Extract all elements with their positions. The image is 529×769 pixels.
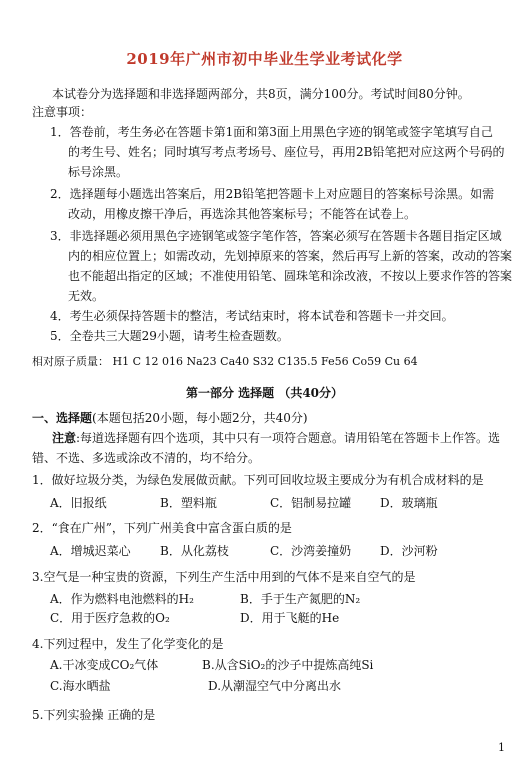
question-3-option-c: C．用于医疗急救的O₂ [50, 611, 170, 625]
part1-heading-rest: (本题包括20小题，每小题2分，共40分) [92, 411, 308, 425]
section-title: 第一部分 选择题 （共40分） [185, 386, 344, 400]
note-3-line-2: 内的相应位置上；如需改动，先划掉原来的答案，然后再写上新的答案，改动的答案 [68, 249, 513, 263]
question-3-option-b: B．手于生产氮肥的N₂ [240, 592, 361, 606]
question-2-option-b: B．从化荔枝 [160, 544, 229, 558]
question-4-option-a: A.干冰变成CO₂气体 [50, 658, 159, 672]
page-title: 2019年广州市初中毕业生学业考试化学 [126, 50, 403, 68]
question-1-option-b: B．塑料瓶 [160, 496, 217, 510]
part1-heading [32, 410, 308, 426]
part1-note [52, 430, 500, 446]
page-number: 1 [498, 741, 505, 754]
question-3-options-row-2 [50, 609, 410, 626]
question-2-option-d: D．沙河粉 [380, 544, 438, 558]
question-4-stem: 4.下列过程中，发生了化学变化的是 [32, 637, 224, 651]
part1-heading-bold: 一、选择题 [32, 411, 93, 425]
note-2-line-1: 2．选择题每小题选出答案后，用2B铅笔把答题卡上对应题目的答案标号涂黑。如需 [50, 187, 495, 201]
intro-text: 本试卷分为选择题和非选择题两部分，共8页，满分100分。考试时间80分钟。 [52, 87, 470, 101]
question-3-options-row-1 [50, 590, 410, 607]
question-2-options [50, 542, 490, 559]
note-1-line-2: 的考生号、姓名；同时填写考点考场号、座位号，再用2B铅笔把对应这两个号码的 [68, 145, 505, 159]
question-2-stem: 2．“食在广州”，下列广州美食中富含蛋白质的是 [32, 521, 292, 535]
question-1-option-a: A．旧报纸 [50, 496, 107, 510]
question-1-options [50, 494, 490, 511]
note-2-line-2: 改动，用橡皮擦干净后，再选涂其他答案标号；不能答在试卷上。 [68, 207, 417, 221]
note-5: 5．全卷共三大题29小题，请考生检查题数。 [50, 329, 289, 343]
question-3-stem: 3.空气是一种宝贵的资源，下列生产生活中用到的气体不是来自空气的是 [32, 570, 416, 584]
part1-note-line2: 错、不选、多选或涂改不清的，均不给分。 [32, 451, 261, 465]
question-4-option-b: B.从含SiO₂的沙子中提炼高纯Si [202, 658, 374, 672]
question-5-stem: 5.下列实验操 正确的是 [32, 708, 156, 722]
question-4-option-c: C.海水晒盐 [50, 679, 111, 693]
question-3-option-a: A．作为燃料电池燃料的H₂ [50, 592, 194, 606]
note-3-line-3: 也不能超出指定的区域；不准使用铅笔、圆珠笔和涂改液，不按以上要求作答的答案 [68, 269, 513, 283]
question-4-option-d: D.从潮湿空气中分离出水 [208, 679, 342, 693]
question-1-option-d: D．玻璃瓶 [380, 496, 438, 510]
notes-heading: 注意事项： [32, 105, 93, 119]
note-3-line-1: 3．非选择题必须用黑色字迹钢笔或签字笔作答，答案必须写在答题卡各题目指定区域 [50, 229, 502, 243]
note-1-line-3: 标号涂黑。 [68, 165, 129, 179]
question-4-options-row-1 [50, 656, 432, 673]
question-1-option-c: C．铝制易拉罐 [270, 496, 352, 510]
note-1-line-1: 1．答卷前，考生务必在答题卡第1面和第3面上用黑色字迹的钢笔或签字笔填写自己 [50, 125, 493, 139]
atomic-masses: 相对原子质量： H1 C 12 016 Na23 Ca40 S32 C135.5 Fe56 Co59 Cu 64 [32, 355, 418, 368]
question-1-stem: 1．做好垃圾分类，为绿色发展做贡献。下列可回收垃圾主要成分为有机合成材料的是 [32, 473, 484, 487]
note-4: 4．考生必须保持答题卡的整洁，考试结束时，将本试卷和答题卡一并交回。 [50, 309, 454, 323]
question-2-option-c: C．沙湾姜撞奶 [270, 544, 352, 558]
question-4-options-row-2 [50, 677, 438, 694]
part1-note-bold: 注意 [52, 431, 77, 445]
part1-note-line1: :每道选择题有四个选项，其中只有一项符合题意。请用铅笔在答题卡上作答。选 [76, 431, 501, 445]
note-3-line-4: 无效。 [68, 289, 105, 303]
question-2-option-a: A．增城迟菜心 [50, 544, 131, 558]
question-3-option-d: D．用于飞艇的He [240, 611, 340, 625]
